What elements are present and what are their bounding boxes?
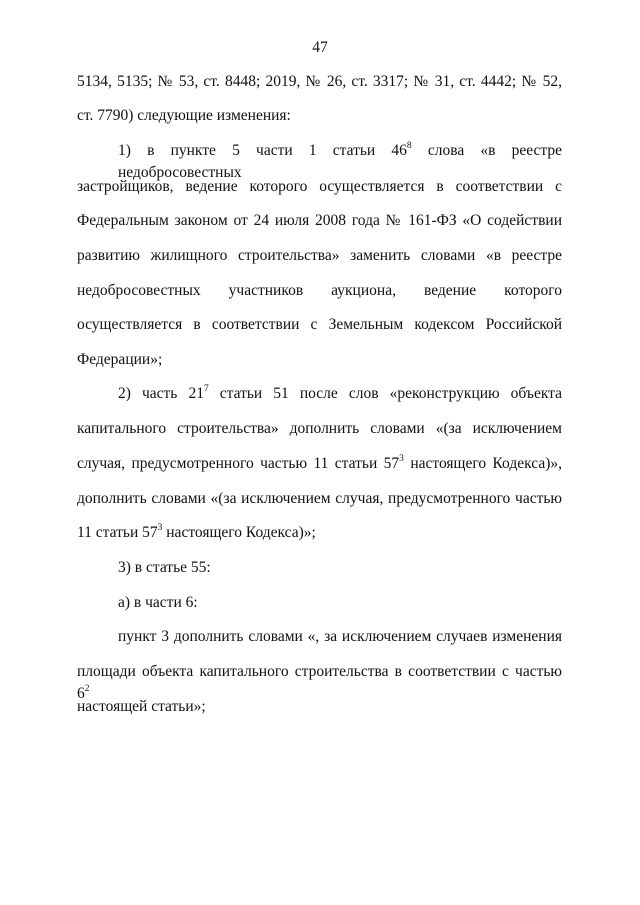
text-line: застройщиков, ведение которого осуществляется в соответствии с (77, 178, 562, 195)
superscript: 7 (203, 383, 209, 394)
superscript: 3 (157, 522, 163, 533)
text-line: недобросовестных участников аукциона, ведение которого (77, 282, 562, 299)
text-line: дополнить словами «(за исключением случая, предусмотренного частью (77, 490, 562, 507)
text-line (77, 661, 562, 702)
page-number: 47 (312, 39, 328, 56)
text-line: пункт 3 дополнить словами «, за исключением случаев изменения (118, 628, 562, 645)
text-fragment: настоящего Кодекса)»; (162, 524, 316, 541)
text-line: Федеральным законом от 24 июля 2008 года № 161-ФЗ «О содействии (77, 212, 562, 229)
text-line: капитального строительства» дополнить словами «(за исключением (77, 420, 562, 437)
text-line: 5134, 5135; № 53, ст. 8448; 2019, № 26, ст. 3317; № 31, ст. 4442; № 52, (77, 73, 562, 90)
text-line (118, 140, 562, 181)
text-line: а) в части 6: (118, 594, 198, 611)
text-line: осуществляется в соответствии с Земельным кодексом Российской (77, 316, 562, 333)
text-fragment: площади объекта капитального строительства в соответствии с частью 6 (77, 663, 562, 702)
text-fragment: настоящего Кодекса)», (403, 455, 562, 472)
text-fragment: 2) часть 21 (118, 385, 204, 402)
superscript: 8 (406, 140, 412, 151)
text-line (77, 522, 562, 544)
text-line: ст. 7790) следующие изменения: (77, 107, 291, 124)
text-line: Федерации»; (77, 351, 163, 368)
text-fragment: статьи 51 после слов «реконструкцию объекта (208, 385, 562, 402)
text-line: 3) в статье 55: (118, 559, 211, 576)
superscript: 2 (84, 683, 90, 694)
text-line: настоящей статьи»; (77, 698, 206, 715)
text-fragment: случая, предусмотренного частью 11 статьи 57 (77, 455, 400, 472)
text-fragment: 11 статьи 57 (77, 524, 158, 541)
text-line: развитию жилищного строительства» заменить словами «в реестре (77, 247, 562, 264)
text-fragment: 1) в пункте 5 части 1 статьи 46 (118, 142, 407, 159)
text-line (118, 383, 562, 405)
text-line (77, 453, 562, 475)
superscript: 3 (399, 453, 404, 464)
text-fragment: слова «в реестре недобросовестных (118, 142, 562, 181)
